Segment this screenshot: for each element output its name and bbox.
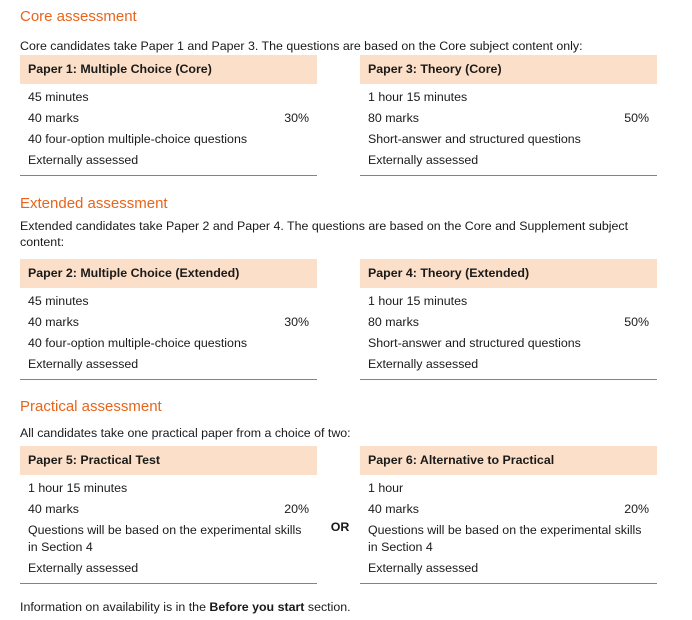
paper-duration: 1 hour 15 minutes xyxy=(368,90,468,104)
section-intro: Extended candidates take Paper 2 and Paper 4. The questions are based on the Core and Supplement subject content: xyxy=(20,219,629,249)
footer-prefix: Information on availability is in the xyxy=(20,600,210,614)
paper-header: Paper 5: Practical Test xyxy=(20,446,317,475)
paper-weighting: 50% xyxy=(624,111,649,125)
paper-weighting: 30% xyxy=(284,315,309,329)
paper-marks: 80 marks xyxy=(368,315,419,329)
paper-header: Paper 6: Alternative to Practical xyxy=(360,446,657,475)
paper-questions: 40 four-option multiple-choice questions xyxy=(28,132,248,146)
paper-duration: 1 hour xyxy=(368,481,404,495)
paper-card xyxy=(20,259,317,380)
or-label: OR xyxy=(330,520,350,534)
section-title: Extended assessment xyxy=(20,195,168,212)
paper-marks-row xyxy=(368,108,657,129)
paper-questions: Questions will be based on the experimental skills in Section 4 xyxy=(28,523,302,554)
availability-note xyxy=(20,600,351,614)
paper-card xyxy=(360,446,657,584)
paper-card xyxy=(20,446,317,584)
paper-marks: 40 marks xyxy=(28,111,79,125)
paper-card xyxy=(360,259,657,380)
paper-marks: 40 marks xyxy=(368,502,419,516)
paper-questions: Questions will be based on the experimental skills in Section 4 xyxy=(368,523,642,554)
paper-marks: 40 marks xyxy=(28,315,79,329)
paper-questions: Short-answer and structured questions xyxy=(368,336,581,350)
paper-marks-row xyxy=(368,312,657,333)
paper-duration: 1 hour 15 minutes xyxy=(368,294,468,308)
paper-assessment: Externally assessed xyxy=(28,153,139,167)
paper-assessment: Externally assessed xyxy=(28,357,139,371)
paper-weighting: 30% xyxy=(284,111,309,125)
section-title: Practical assessment xyxy=(20,398,162,415)
practical-section xyxy=(20,398,660,441)
paper-marks-row xyxy=(28,499,317,520)
paper-header: Paper 2: Multiple Choice (Extended) xyxy=(20,259,317,288)
paper-assessment: Externally assessed xyxy=(368,153,479,167)
extended-section xyxy=(20,195,660,250)
paper-assessment: Externally assessed xyxy=(368,357,479,371)
paper-header: Paper 3: Theory (Core) xyxy=(360,55,657,84)
paper-marks-row xyxy=(28,108,317,129)
paper-header: Paper 1: Multiple Choice (Core) xyxy=(20,55,317,84)
paper-marks-row xyxy=(368,499,657,520)
paper-card xyxy=(360,55,657,176)
paper-marks: 80 marks xyxy=(368,111,419,125)
section-title: Core assessment xyxy=(20,8,137,25)
section-intro: All candidates take one practical paper from a choice of two: xyxy=(20,426,351,440)
paper-duration: 1 hour 15 minutes xyxy=(28,481,128,495)
paper-weighting: 20% xyxy=(284,502,309,516)
paper-weighting: 20% xyxy=(624,502,649,516)
paper-assessment: Externally assessed xyxy=(368,561,479,575)
before-you-start-ref: Before you start xyxy=(209,600,305,614)
section-intro: Core candidates take Paper 1 and Paper 3. The questions are based on the Core subject content only: xyxy=(20,39,583,53)
paper-duration: 45 minutes xyxy=(28,294,89,308)
paper-assessment: Externally assessed xyxy=(28,561,139,575)
core-section xyxy=(20,8,660,54)
paper-card xyxy=(20,55,317,176)
paper-marks: 40 marks xyxy=(28,502,79,516)
paper-marks-row xyxy=(28,312,317,333)
paper-weighting: 50% xyxy=(624,315,649,329)
paper-questions: 40 four-option multiple-choice questions xyxy=(28,336,248,350)
paper-questions: Short-answer and structured questions xyxy=(368,132,581,146)
paper-header: Paper 4: Theory (Extended) xyxy=(360,259,657,288)
paper-duration: 45 minutes xyxy=(28,90,89,104)
footer-suffix: section. xyxy=(304,600,351,614)
